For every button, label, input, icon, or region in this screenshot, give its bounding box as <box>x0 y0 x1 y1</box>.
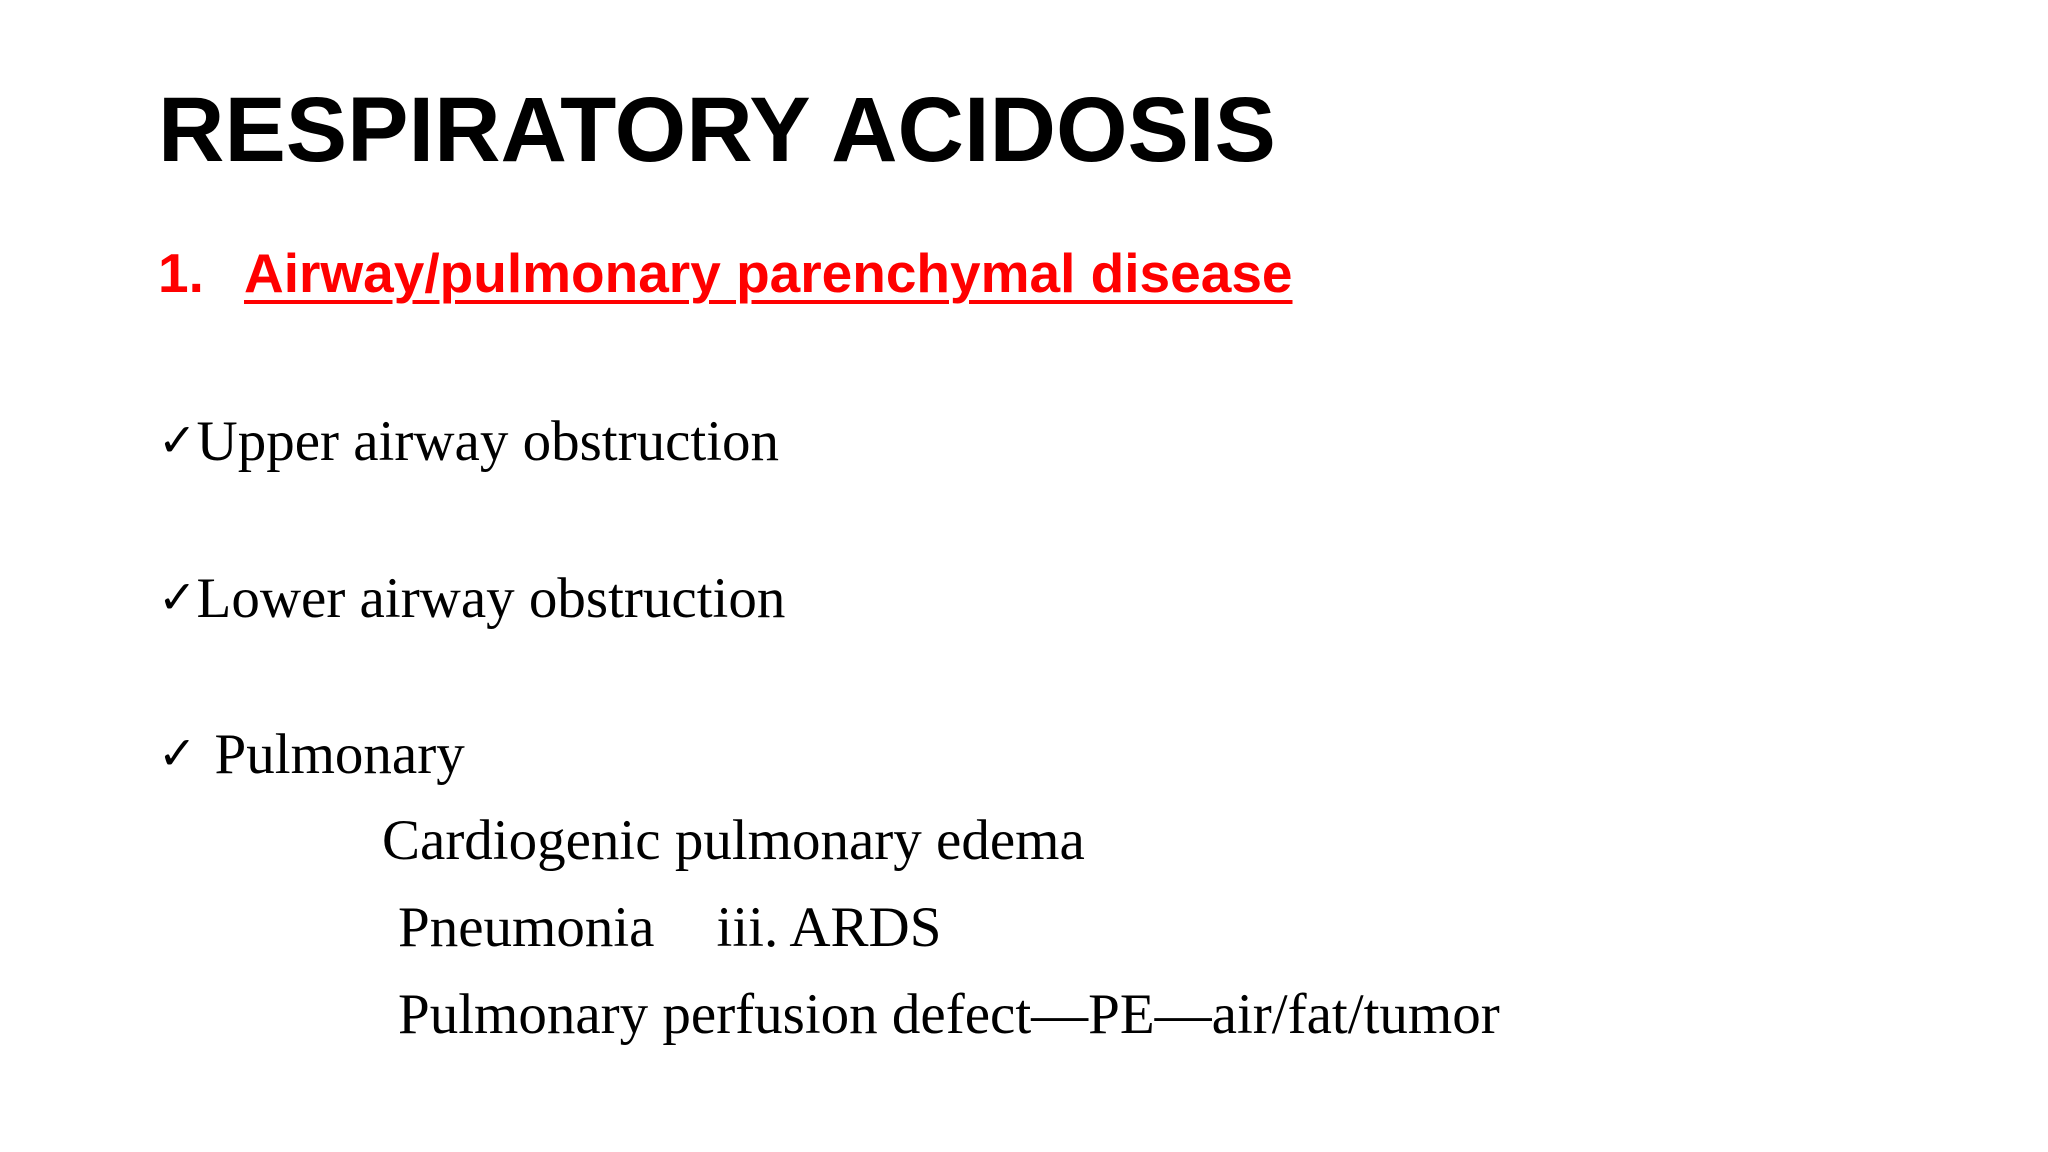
checkmark-icon: ✓ <box>158 413 197 467</box>
bullet-text: Pulmonary <box>214 723 465 786</box>
bullet-text: Lower airway obstruction <box>196 567 786 630</box>
bullet-lower-airway <box>158 562 785 634</box>
section-heading <box>158 238 1293 308</box>
bullet-pulmonary <box>158 718 465 790</box>
subitem-cardiogenic-edema: Cardiogenic pulmonary edema <box>382 809 1085 872</box>
subitem-perfusion-defect: Pulmonary perfusion defect—PE—air/fat/tumor <box>398 983 1500 1046</box>
slide-title: RESPIRATORY ACIDOSIS <box>158 79 1276 181</box>
subitem-ards: iii. ARDS <box>716 896 942 959</box>
checkmark-icon: ✓ <box>158 726 197 780</box>
subitem-pneumonia-ards <box>398 893 941 963</box>
section-heading-text: Airway/pulmonary parenchymal disease <box>244 242 1293 304</box>
checkmark-icon: ✓ <box>158 570 197 624</box>
section-number: 1. <box>158 242 204 304</box>
bullet-text: Upper airway obstruction <box>196 410 780 473</box>
subitem-pneumonia: Pneumonia <box>398 896 655 959</box>
bullet-upper-airway <box>158 405 779 477</box>
